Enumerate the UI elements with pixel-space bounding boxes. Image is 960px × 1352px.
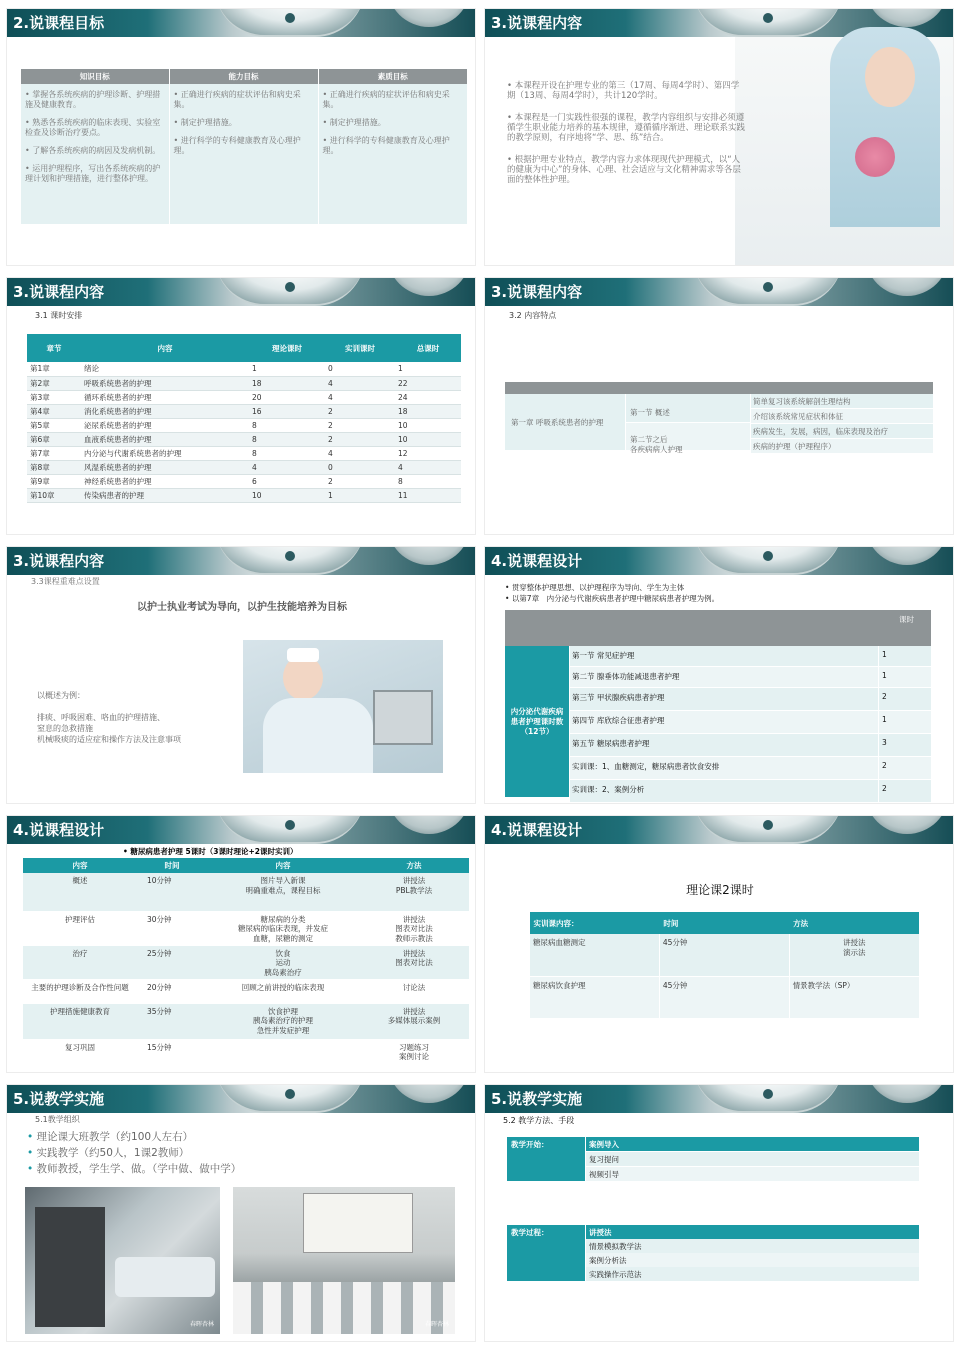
hours-cell: 10 xyxy=(395,432,461,446)
hours-cell: 12 xyxy=(395,446,461,460)
lesson-row xyxy=(23,945,469,979)
design-row-hours: 1 xyxy=(882,650,887,659)
process-item: 案例分析法 xyxy=(586,1253,919,1267)
lesson-row xyxy=(23,1003,469,1039)
goal-item: • 进行科学的专科健康教育及心理护理。 xyxy=(322,136,450,155)
lesson-cell: 习题练习 案例讨论 xyxy=(359,1039,469,1065)
slide-title: 4.说课程设计 xyxy=(491,552,583,570)
lesson-row xyxy=(23,979,469,1003)
lesson-cell: 讲授法 PBL教学法 xyxy=(359,873,469,911)
design-row-hours: 1 xyxy=(882,671,887,680)
goal-item: • 制定护理措施。 xyxy=(322,118,386,127)
slide-title: 3.说课程内容 xyxy=(491,283,583,301)
features-chapter: 第一章 呼吸系统患者的护理 xyxy=(511,417,604,427)
lesson-cell: 主要的护理诊断及合作性问题 xyxy=(23,979,137,1003)
slide-title: 2.说课程目标 xyxy=(13,14,105,32)
lesson-header: 方法 xyxy=(359,858,469,873)
slide-header xyxy=(485,1085,953,1113)
lesson-cell: 15分钟 xyxy=(137,1039,207,1065)
lesson-cell: 图片导入新课 明确重难点，课程目标 xyxy=(207,873,359,911)
slide-practice-lesson xyxy=(484,815,954,1073)
goal-item: • 正确进行疾病的症状评估和病史采集。 xyxy=(322,90,450,109)
design-row-hours: 3 xyxy=(882,738,887,747)
design-row-hours: 2 xyxy=(882,761,887,770)
slide-header xyxy=(485,816,953,844)
slide-title: 3.说课程内容 xyxy=(13,552,105,570)
process-label: 教学过程： xyxy=(511,1228,549,1237)
design-row-hours: 1 xyxy=(882,715,887,724)
hours-header: 章节 xyxy=(27,334,81,362)
hours-header: 内容 xyxy=(81,334,249,362)
slide-title: 4.说课程设计 xyxy=(491,821,583,839)
hours-cell: 传染病患者的护理 xyxy=(81,488,249,502)
hours-cell: 内分泌与代谢系统患者的护理 xyxy=(81,446,249,460)
design-bullets xyxy=(505,582,719,604)
content-bullets xyxy=(507,81,747,185)
features-items xyxy=(751,394,933,453)
goals-header: 能力目标 xyxy=(169,69,318,84)
slide-header xyxy=(7,1085,475,1113)
goal-item: • 熟悉各系统疾病的临床表现、实验室检查及诊断治疗要点。 xyxy=(25,118,161,137)
key-points-text xyxy=(37,690,237,745)
lesson-cell: 讲授法 图表对比法 教师示教法 xyxy=(359,911,469,945)
key-headline: 以护士执业考试为导向，以护生技能培养为目标 xyxy=(137,602,347,613)
design-row-title: 第三节 甲状腺疾病患者护理 xyxy=(570,688,879,710)
content-bullet: • 本课程开设在护理专业的第三（17周、每周4学时）、第四学期（13周、每周4学时），共计120学时。 xyxy=(507,81,740,101)
design-row-title: 第一节 常见症护理 xyxy=(570,646,879,666)
practice-header: 方法 xyxy=(789,912,919,934)
goals-col-knowledge xyxy=(21,84,169,224)
key-line: 窒息的急救措施 xyxy=(37,724,93,733)
design-rows xyxy=(570,646,931,803)
hours-cell: 0 xyxy=(325,362,395,376)
lesson-cell: 护理评估 xyxy=(23,911,137,945)
goals-col-quality xyxy=(318,84,467,224)
hours-cell: 22 xyxy=(395,376,461,390)
lesson-cell: 糖尿病的分类 糖尿病的临床表现，并发症 血糖，尿糖的测定 xyxy=(207,911,359,945)
practice-header: 时间 xyxy=(659,912,789,934)
hours-cell: 第7章 xyxy=(27,446,81,460)
hours-label: 课时 xyxy=(899,615,914,624)
features-chapter-cell xyxy=(505,394,625,450)
slide-header xyxy=(7,547,475,575)
hours-cell: 呼吸系统患者的护理 xyxy=(81,376,249,390)
content-bullet: • 本课程是一门实践性很强的课程，教学内容组织与安排必须遵循学生职业能力培养的基本规律，遵循循序渐进、理论联系实践的教学原则，有序地将“学、思、练”结合。 xyxy=(507,113,746,143)
design-row-title: 实训课：1、血糖测定，糖尿病患者饮食安排 xyxy=(570,757,879,779)
training-photo xyxy=(243,640,443,773)
lesson-subtitle: • 糖尿病患者护理 5课时（3课时理论+2课时实训） xyxy=(123,847,298,856)
hours-cell: 4 xyxy=(325,390,395,404)
section-subtitle: 3.2 内容特点 xyxy=(509,311,557,320)
slide-header xyxy=(7,9,475,37)
practice-cell: 讲授法 演示法 xyxy=(789,934,919,976)
practice-row xyxy=(530,934,920,976)
slide-diabetes-lesson xyxy=(6,815,476,1073)
goal-item: • 运用护理程序，写出各系统疾病的护理计划和护理措施，进行整体护理。 xyxy=(25,164,161,183)
lesson-cell: 讲授法 多媒体展示案例 xyxy=(359,1003,469,1039)
goal-item: • 掌握各系统疾病的护理诊断、护理措施及健康教育。 xyxy=(25,90,161,109)
slide-title: 3.说课程内容 xyxy=(491,14,583,32)
practice-row xyxy=(530,976,920,1018)
hours-cell: 18 xyxy=(395,404,461,418)
watermark: 春晖杏林 xyxy=(424,1321,449,1328)
hours-cell: 11 xyxy=(395,488,461,502)
hours-cell: 第1章 xyxy=(27,362,81,376)
features-item: 简单复习该系统解剖生理结构 xyxy=(751,394,933,408)
lesson-cell: 护理措施健康教育 xyxy=(23,1003,137,1039)
design-bullet: • 贯穿整体护理思想、以护理程序为导向、学生为主体 xyxy=(505,583,685,592)
hours-cell: 24 xyxy=(395,390,461,404)
hours-cell: 10 xyxy=(395,418,461,432)
design-row-title: 第四节 库欣综合征患者护理 xyxy=(570,711,879,733)
hours-cell: 神经系统患者的护理 xyxy=(81,474,249,488)
slide-header xyxy=(7,278,475,306)
design-side-label: 内分泌代谢疾病患者护理课时数（12节） xyxy=(510,706,564,736)
lesson-cell: 复习巩固 xyxy=(23,1039,137,1065)
hours-row xyxy=(27,362,461,376)
hours-row xyxy=(27,446,461,460)
org-bullet: • 理论课大班教学（约100人左右） xyxy=(27,1131,194,1143)
hours-cell: 2 xyxy=(325,474,395,488)
start-item: 视频引导 xyxy=(586,1167,919,1181)
process-item: 讲授法 xyxy=(586,1225,919,1239)
features-sec2-cell xyxy=(626,423,750,454)
hours-row xyxy=(27,376,461,390)
lesson-cell: 饮食护理 胰岛素治疗的护理 急性并发症护理 xyxy=(207,1003,359,1039)
org-bullet: • 实践教学（约50人，1课2教师） xyxy=(27,1147,190,1159)
slide-course-design-hours xyxy=(484,546,954,804)
hours-row xyxy=(27,460,461,474)
design-bullet: • 以第7章 内分泌与代谢疾病患者护理中糖尿病患者护理为例。 xyxy=(505,594,720,603)
hours-row xyxy=(27,390,461,404)
hours-cell: 1 xyxy=(325,488,395,502)
hours-cell: 8 xyxy=(395,474,461,488)
hours-cell: 第5章 xyxy=(27,418,81,432)
goals-col-ability xyxy=(169,84,318,224)
hours-cell: 第8章 xyxy=(27,460,81,474)
design-row xyxy=(570,780,931,802)
hours-cell: 8 xyxy=(249,418,325,432)
hours-cell: 第4章 xyxy=(27,404,81,418)
design-row-title: 第二节 腺垂体功能减退患者护理 xyxy=(570,667,879,687)
hours-cell: 4 xyxy=(325,376,395,390)
nurse-photo xyxy=(735,37,954,266)
goals-header: 素质目标 xyxy=(318,69,467,84)
design-row xyxy=(570,646,931,666)
hours-cell: 血液系统患者的护理 xyxy=(81,432,249,446)
slide-course-goals xyxy=(6,8,476,266)
section-subtitle: 3.1 课时安排 xyxy=(35,311,83,320)
features-item: 疾病发生，发展，病因，临床表现及治疗 xyxy=(751,424,933,438)
practice-cell: 糖尿病饮食护理 xyxy=(530,976,660,1018)
lesson-cell: 讨论法 xyxy=(359,979,469,1003)
design-row xyxy=(570,688,931,710)
practice-cell: 糖尿病血糖测定 xyxy=(530,934,660,976)
lesson-cell: 概述 xyxy=(23,873,137,911)
ward-photo xyxy=(25,1187,220,1334)
slide-hour-schedule xyxy=(6,277,476,535)
design-row-hours: 2 xyxy=(882,784,887,793)
key-line xyxy=(37,701,237,712)
hours-header: 理论课时 xyxy=(249,334,325,362)
start-item: 复习提问 xyxy=(586,1152,919,1166)
section-subtitle: 5.2 教学方法、手段 xyxy=(503,1116,575,1125)
goals-table xyxy=(21,69,467,225)
practice-cell: 45分钟 xyxy=(659,934,789,976)
features-table-header xyxy=(505,382,933,394)
design-row xyxy=(570,734,931,756)
start-items xyxy=(586,1137,919,1181)
hours-cell: 第2章 xyxy=(27,376,81,390)
section-subtitle: 3.3课程重难点设置 xyxy=(31,577,100,586)
hours-cell: 第10章 xyxy=(27,488,81,502)
lesson-cell: 35分钟 xyxy=(137,1003,207,1039)
classroom-photo xyxy=(233,1187,455,1334)
design-side-cell xyxy=(505,646,569,797)
design-row xyxy=(570,711,931,733)
lesson-table xyxy=(23,858,469,1066)
hours-cell: 泌尿系统患者的护理 xyxy=(81,418,249,432)
slide-teaching-methods xyxy=(484,1084,954,1342)
lesson-cell: 饮食 运动 胰岛素治疗 xyxy=(207,945,359,979)
process-label-cell xyxy=(507,1225,585,1281)
lesson-cell: 讲授法 图表对比法 xyxy=(359,945,469,979)
features-section: 第二节之后 各疾病病人护理 xyxy=(630,435,683,454)
hours-row xyxy=(27,404,461,418)
hours-row xyxy=(27,418,461,432)
design-row-title: 实训课：2、案例分析 xyxy=(570,780,879,802)
hours-row xyxy=(27,432,461,446)
slide-title: 5.说教学实施 xyxy=(13,1090,105,1108)
features-sec1-cell xyxy=(626,394,750,422)
hours-cell: 2 xyxy=(325,404,395,418)
content-bullet: • 根据护理专业特点，教学内容力求体现现代护理模式，以“人的健康为中心”的身体、心理、社会适应与文化精神需求等各层面的整体性护理。 xyxy=(507,155,741,185)
hours-cell: 10 xyxy=(249,488,325,502)
org-bullets xyxy=(27,1129,241,1177)
section-subtitle: 5.1教学组织 xyxy=(35,1115,80,1124)
features-item: 疾病的护理（护理程序） xyxy=(751,439,933,453)
lesson-cell: 30分钟 xyxy=(137,911,207,945)
slide-title: 5.说教学实施 xyxy=(491,1090,583,1108)
hours-cell: 绪论 xyxy=(81,362,249,376)
hours-cell: 16 xyxy=(249,404,325,418)
goals-header: 知识目标 xyxy=(21,69,169,84)
goal-item: • 制定护理措施。 xyxy=(173,118,237,127)
goal-item: • 进行科学的专科健康教育及心理护理。 xyxy=(173,136,301,155)
slide-content-features xyxy=(484,277,954,535)
hours-table xyxy=(27,334,461,503)
lesson-cell: 20分钟 xyxy=(137,979,207,1003)
hours-cell: 4 xyxy=(395,460,461,474)
hours-cell: 8 xyxy=(249,446,325,460)
hours-cell: 循环系统患者的护理 xyxy=(81,390,249,404)
hours-cell: 2 xyxy=(325,418,395,432)
hours-cell: 6 xyxy=(249,474,325,488)
process-item: 实践操作示范法 xyxy=(586,1267,919,1281)
key-line: 机械吸痰的适应症和操作方法及注意事项 xyxy=(37,735,181,744)
lesson-row xyxy=(23,873,469,911)
hours-cell: 18 xyxy=(249,376,325,390)
design-row-title: 第五节 糖尿病患者护理 xyxy=(570,734,879,756)
hours-cell: 第6章 xyxy=(27,432,81,446)
lesson-cell xyxy=(207,1039,359,1065)
hours-cell: 0 xyxy=(325,460,395,474)
practice-cell: 情景教学法（SP） xyxy=(789,976,919,1018)
lesson-header: 时间 xyxy=(137,858,207,873)
hours-cell: 2 xyxy=(325,432,395,446)
hours-cell: 消化系统患者的护理 xyxy=(81,404,249,418)
lesson-cell: 治疗 xyxy=(23,945,137,979)
goal-item: • 正确进行疾病的症状评估和病史采集。 xyxy=(173,90,301,109)
design-row xyxy=(570,757,931,779)
hours-cell: 8 xyxy=(249,432,325,446)
start-label: 教学开始： xyxy=(511,1140,549,1149)
key-line: 排痰、呼吸困难、咯血的护理措施、 xyxy=(37,713,165,722)
slide-key-points xyxy=(6,546,476,804)
lesson-row xyxy=(23,911,469,945)
lesson-header: 内容 xyxy=(23,858,137,873)
slide-header xyxy=(7,816,475,844)
hours-cell: 风湿系统患者的护理 xyxy=(81,460,249,474)
hours-cell: 第9章 xyxy=(27,474,81,488)
lesson-cell: 10分钟 xyxy=(137,873,207,911)
slide-course-content-intro xyxy=(484,8,954,266)
slide-title: 3.说课程内容 xyxy=(13,283,105,301)
hours-header: 总课时 xyxy=(395,334,461,362)
lesson-row xyxy=(23,1039,469,1065)
hours-cell: 1 xyxy=(249,362,325,376)
design-row xyxy=(570,667,931,687)
design-row-hours: 2 xyxy=(882,692,887,701)
hours-row xyxy=(27,474,461,488)
lesson-cell: 回顾之前讲授的临床表现 xyxy=(207,979,359,1003)
lesson-header: 内容 xyxy=(207,858,359,873)
practice-headline: 理论课2课时 xyxy=(686,883,754,897)
slide-header xyxy=(485,278,953,306)
slide-header xyxy=(485,547,953,575)
hours-cell: 第3章 xyxy=(27,390,81,404)
slide-title: 4.说课程设计 xyxy=(13,821,105,839)
start-label-cell xyxy=(507,1137,585,1181)
key-line: 以概述为例： xyxy=(37,691,85,700)
lesson-cell: 25分钟 xyxy=(137,945,207,979)
hours-cell: 20 xyxy=(249,390,325,404)
process-item: 情景模拟教学法 xyxy=(586,1239,919,1253)
design-table-header xyxy=(505,610,931,646)
process-items xyxy=(586,1225,919,1281)
hours-cell: 4 xyxy=(249,460,325,474)
practice-header: 实训课内容： xyxy=(530,912,660,934)
hours-header: 实训课时 xyxy=(325,334,395,362)
features-item: 介绍该系统常见症状和体征 xyxy=(751,409,933,423)
practice-cell: 45分钟 xyxy=(659,976,789,1018)
hours-cell: 4 xyxy=(325,446,395,460)
start-item: 案例导入 xyxy=(586,1137,919,1151)
hours-row xyxy=(27,488,461,502)
watermark: 春晖杏林 xyxy=(189,1321,214,1328)
org-bullet: • 教师教授，学生学、做。（学中做、做中学） xyxy=(27,1163,242,1175)
features-section: 第一节 概述 xyxy=(630,408,670,417)
practice-table xyxy=(529,912,919,1019)
slide-teaching-organization xyxy=(6,1084,476,1342)
hours-cell: 1 xyxy=(395,362,461,376)
goal-item: • 了解各系统疾病的病因及发病机制。 xyxy=(25,146,161,155)
